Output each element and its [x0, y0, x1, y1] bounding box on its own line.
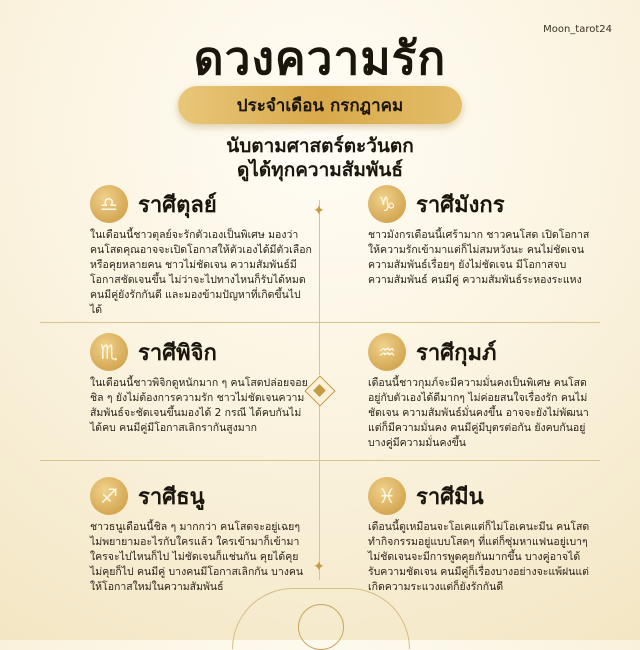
card-aquarius: [368, 332, 640, 451]
sun-ornament-core: [298, 604, 344, 650]
subtitle-line-1: นับตามศาสตร์ตะวันตก: [226, 135, 414, 157]
capricorn-icon: ♑: [368, 185, 406, 223]
card-header: [90, 184, 370, 224]
card-title: ราศีมังกร: [416, 192, 505, 218]
pisces-icon: ♓: [368, 477, 406, 515]
libra-icon: ♎: [90, 185, 128, 223]
subtitle: [0, 134, 640, 182]
subtitle-line-2: ดูได้ทุกความสัมพันธ์: [236, 159, 404, 181]
card-title: ราศีมีน: [416, 484, 484, 510]
card-title: ราศีตุลย์: [138, 192, 217, 218]
month-pill: ประจำเดือน กรกฎาคม: [178, 86, 462, 124]
page-title: ดวงความรัก: [193, 31, 447, 85]
card-title: ราศีกุมภ์: [416, 340, 497, 366]
card-header: [368, 332, 640, 372]
card-header: [90, 476, 370, 516]
row-divider-1: [40, 322, 600, 323]
card-title: ราศีพิจิก: [138, 340, 217, 366]
card-header: [368, 476, 640, 516]
scorpio-icon: ♏: [90, 333, 128, 371]
card-title: ราศีธนู: [138, 484, 205, 510]
sagittarius-icon: ♐: [90, 477, 128, 515]
card-pisces: [368, 476, 640, 595]
row-divider-2: [40, 460, 600, 461]
card-body: ชาวมังกรเดือนนี้เศร้ามาก ชาวคนโสด เปิดโอกาสให้ความรักเข้ามาแต่ก็ไม่สมหวังนะ คนไม่ชัดเจนความสัมพันธ์เรื่อยๆ ยังไม่ชัดเจน มีโอกาสจบความสัมพันธ์ คนมีคู่ ความสัมพันธ์ระหองระแหง: [368, 229, 590, 286]
card-header: [90, 332, 370, 372]
card-body: ในเดือนนี้ชาวตุลย์จะรักตัวเองเป็นพิเศษ มองว่าคนโสดคุณอาจจะเปิดโอกาสให้ตัวเองได้มีตัวเลือกหรือคุยหลายคน ชาวไม่ชัดเจน ความสัมพันธ์มีโอกาสชัดเจนขึ้น ไม่ว่าจะไปทางไหนก็รับได้หมด คนมีคู่ยังรักกันดี และมองข้ามปัญหาที่เกิดขึ้นไปได้: [90, 229, 312, 316]
sparkle-icon: ✦: [313, 203, 325, 219]
card-body: ชาวธนูเดือนนี้ชิล ๆ มากกว่า คนโสดจะอยู่เฉยๆ ไม่พยายามอะไรกับใครแล้ว ใครเข้ามาก็เข้ามา ใครจะไปไหนก็ไป ไม่ชัดเจนก็แช่นกัน คุยได้คุย ไม่คุยก็ไป คนมีคู่ บางคนมีโอกาสเลิกกัน บางคนให้โอกาสใหม่ในความสัมพันธ์: [90, 521, 304, 593]
card-capricorn: [368, 184, 640, 288]
card-body: ในเดือนนี้ชาวพิจิกดูหนักมาก ๆ คนโสดปล่อยจอยชิล ๆ ยังไม่ต้องการความรัก ชาวไม่ชัดเจนความสัมพันธ์จะชัดเจนขึ้นมองได้ 2 กรณี ได้คบกันไม่ได้คบ คนมีคู่มีโอกาสเลิกรากันสูงมาก: [90, 377, 308, 434]
aquarius-icon: ♒: [368, 333, 406, 371]
card-body: เดือนนี้ชาวกุมภ์จะมีความมั่นคงเป็นพิเศษ คนโสด อยู่กับตัวเองได้ดีมากๆ ไม่ค่อยสนใจเรื่องรัก คนไม่ชัดเจน ความสัมพันธ์มั่นคงขึ้น อาจจะยังไม่พัฒนาแต่ก็มีความมั่นคง คนมีคู่มีบุตรต่อกัน ยังคบกันอยู่ บางคู่มีความมั่นคงขึ้น: [368, 377, 589, 449]
sparkle-icon: ✦: [313, 559, 325, 575]
card-scorpio: [90, 332, 370, 436]
watermark: Moon_tarot24: [543, 24, 612, 35]
card-header: [368, 184, 640, 224]
card-sagittarius: [90, 476, 370, 595]
card-body: เดือนนี้ดูเหมือนจะโอเคแต่ก็ไม่โอเคนะมีน คนโสดทำกิจกรรมอยู่แบบโสดๆ ที่แต่ก็ซุ่มหาแฟนอยู่เบาๆ ไม่ชัดเจนจะมีการพูดคุยกันมากขึ้น บางคู่อาจได้รับความชัดเจน คนมีคู่ก็เรื่องบางอย่างจะแพ้ฝนแต่เกิดความระแวงแต่ก็ยังรักกันดี: [368, 521, 590, 593]
card-libra: [90, 184, 370, 318]
